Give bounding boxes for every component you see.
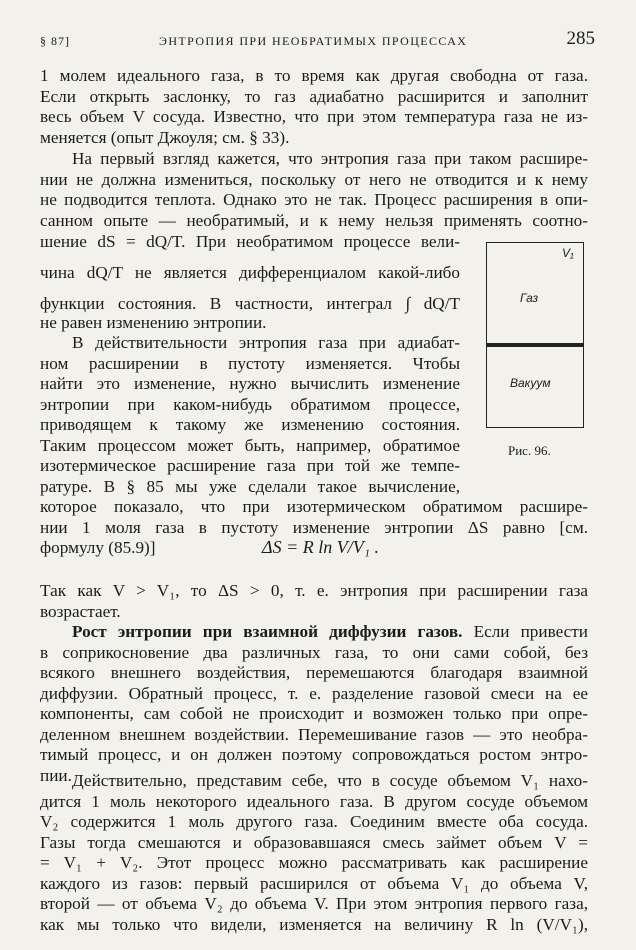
text-line: тимый процесс, и он должен поэтому сопровождаться ростом энтро- [40,745,588,764]
text-line [40,622,588,643]
text-line: Действительно, представим себе, что в сосуде объемом V₁ нахо- [72,771,588,790]
page-number: 285 [566,28,595,49]
section-number: § 87] [40,34,70,48]
text-line: энтропии при каком-нибудь обратимом процессе, [40,394,460,414]
paragraph-with-formulas [40,226,460,319]
text-line: чина dQ/T не является дифференциалом какой-либо [40,263,460,282]
text-line: Газы тогда смешаются и образовавшаяся смесь займет объем V = [40,832,588,852]
text-line: не равен изменению энтропии. [40,313,267,332]
text-line: возрастает. [40,601,121,621]
paragraph [40,66,588,148]
figure-caption: Рис. 96. [508,443,551,458]
text-line: всякого внешнего воздействия, перемешаются благодаря взаимной [40,663,588,682]
text-line: приводящем к такому же изменению состояния. [40,415,460,434]
paragraph [40,622,588,786]
paragraph [40,313,460,334]
text-line: деленном внешнем воздействии. Перемешивание газов — это необра- [40,724,588,744]
text-line: не подводится теплота. Однако это не так. Процесс расширения в опи- [40,190,588,209]
formula-entropy-change: ΔS = R ln V/V₁ . [262,537,379,557]
text-line: На первый взгляд кажется, что энтропия газа при таком расшире- [72,149,588,168]
figure-96 [480,236,590,464]
text-line: V₂ содержится 1 моль другого газа. Соединим вместе оба сосуда. [40,812,588,831]
vessel-outline [486,242,584,428]
section-heading: Рост энтропии при взаимной диффузии газов. [72,622,463,641]
text-line: которое показало, что при изотермическом обратимом расшире- [40,497,588,516]
text-line: диффузии. Обратный процесс, т. е. разделение газовой смеси на ее [40,683,588,703]
text-line: в соприкосновение два различных газа, то они сами собой, без [40,642,588,662]
paragraph [40,581,588,622]
text-line: Таким процессом может быть, например, обратимое [40,435,460,455]
text-line: пии. [40,765,72,785]
text-line: изотермическое расширение газа при той же темпе- [40,456,460,475]
text-line: санном опыте — необратимый, и к нему нельзя применять соотно- [40,210,588,230]
text-line: нии 1 моля газа в пустоту изменение энтропии ΔS равно [см. [40,517,588,537]
text-line: нии не должна измениться, поскольку от него не отводится и к нему [40,169,588,189]
text-line: меняется (опыт Джоуля; см. § 33). [40,127,290,147]
text-line: второй — от объема V₂ до объема V. При этом энтропия первого газа, [40,894,588,913]
text-line: Если открыть заслонку, то газ адиабатно расширится и заполнит [40,86,588,106]
text-line: формулу (85.9)] [40,538,156,557]
text-line: функции состояния. В частности, интеграл ∫ dQ/T [40,294,460,313]
text-line: Так как V > V₁, то ΔS > 0, т. е. энтропия при расширении газа [40,581,588,600]
text-line: как мы только что видели, изменяется на величину R ln (V/V₁), [40,914,588,934]
text-line: найти это изменение, нужно вычислить изменение [40,374,460,393]
running-header [40,28,595,55]
label-volume: V₁ [562,246,574,260]
partition-plate [486,343,584,347]
chapter-title: ЭНТРОПИЯ ПРИ НЕОБРАТИМЫХ ПРОЦЕССАХ [159,34,468,48]
text-line: весь объем V сосуда. Известно, что при этом температура газа не из- [40,107,588,126]
text-line: ном расширении в пустоту изменяется. Чтобы [40,353,460,373]
paragraph [40,771,588,935]
text-line: шение dS = dQ/T. При необратимом процессе вели- [40,232,460,251]
label-vacuum: Вакуум [510,376,551,390]
text-line: дится 1 моль некоторого идеального газа. В другом сосуде объемом [40,791,588,811]
paragraph [40,149,588,231]
heading-continuation: Если привести [473,622,589,641]
label-gas: Газ [520,291,539,305]
text-line: = V₁ + V₂. Этот процесс можно рассматривать как расширение [40,853,588,872]
text-line: В действительности энтропия газа при адиабат- [72,333,460,352]
text-line: компоненты, сам собой не происходит и возможен только при опре- [40,704,588,723]
text-line: каждого из газов: первый расширился от объема V₁ до объема V, [40,873,588,893]
paragraph [40,333,460,497]
text-line: ратуре. В § 85 мы уже сделали такое вычисление, [40,476,460,496]
text-line: 1 молем идеального газа, в то время как другая свободна от газа. [40,66,588,85]
